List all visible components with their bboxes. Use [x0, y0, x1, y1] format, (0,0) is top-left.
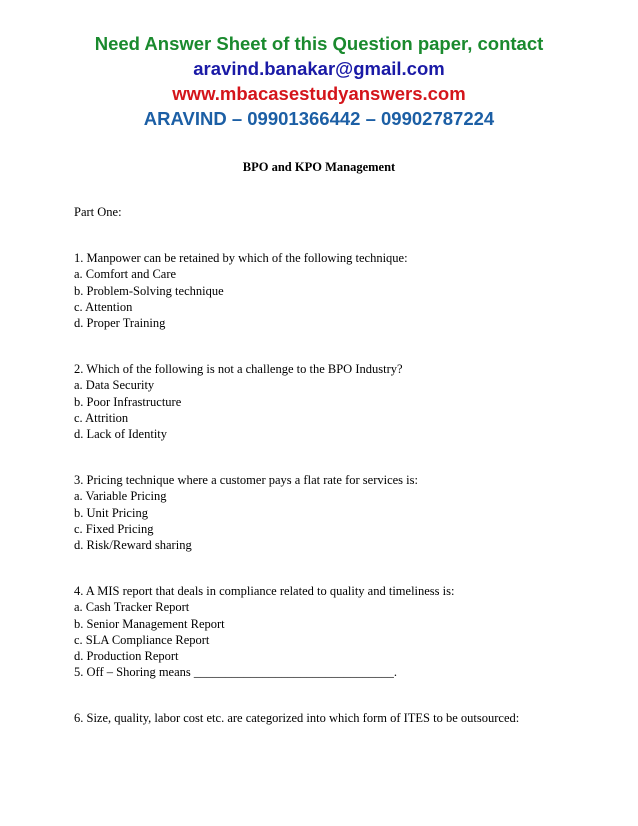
- option: a. Variable Pricing: [74, 489, 167, 504]
- contact-email[interactable]: aravind.banakar@gmail.com: [193, 58, 445, 79]
- document-body: [74, 204, 634, 727]
- question-text: 2. Which of the following is not a challenge to the BPO Industry?: [74, 362, 403, 377]
- option: b. Unit Pricing: [74, 505, 148, 520]
- option: a. Comfort and Care: [74, 267, 177, 282]
- contact-website[interactable]: www.mbacasestudyanswers.com: [172, 83, 466, 104]
- question-text: 4. A MIS report that deals in compliance related to quality and timeliness is:: [74, 584, 455, 599]
- option: c. Attrition: [74, 410, 129, 425]
- option: d. Lack of Identity: [74, 427, 168, 442]
- question-text: 3. Pricing technique where a customer pays a flat rate for services is:: [74, 473, 418, 488]
- option: d. Production Report: [74, 649, 179, 664]
- question-text: 1. Manpower can be retained by which of the following technique:: [74, 251, 408, 266]
- option: c. Fixed Pricing: [74, 521, 154, 536]
- option: c. SLA Compliance Report: [74, 632, 210, 647]
- question-3: [74, 472, 634, 553]
- option: b. Poor Infrastructure: [74, 394, 182, 409]
- part-heading: Part One:: [74, 205, 122, 219]
- option: d. Proper Training: [74, 316, 166, 331]
- option: b. Senior Management Report: [74, 616, 225, 631]
- contact-phone: ARAVIND – 09901366442 – 09902787224: [143, 108, 495, 129]
- option: a. Data Security: [74, 378, 155, 393]
- question-2: [74, 361, 634, 442]
- option: a. Cash Tracker Report: [74, 600, 190, 615]
- option: d. Risk/Reward sharing: [74, 538, 192, 553]
- question-1: [74, 250, 634, 331]
- question-5: 5. Off – Shoring means ________________________________.: [74, 665, 398, 680]
- document-title: BPO and KPO Management: [242, 160, 396, 174]
- question-6: 6. Size, quality, labor cost etc. are categorized into which form of ITES to be outsourced:: [74, 711, 520, 726]
- contact-heading: Need Answer Sheet of this Question paper, contact: [94, 33, 544, 54]
- option: b. Problem-Solving technique: [74, 283, 224, 298]
- option: c. Attention: [74, 299, 133, 314]
- question-4: [74, 583, 634, 664]
